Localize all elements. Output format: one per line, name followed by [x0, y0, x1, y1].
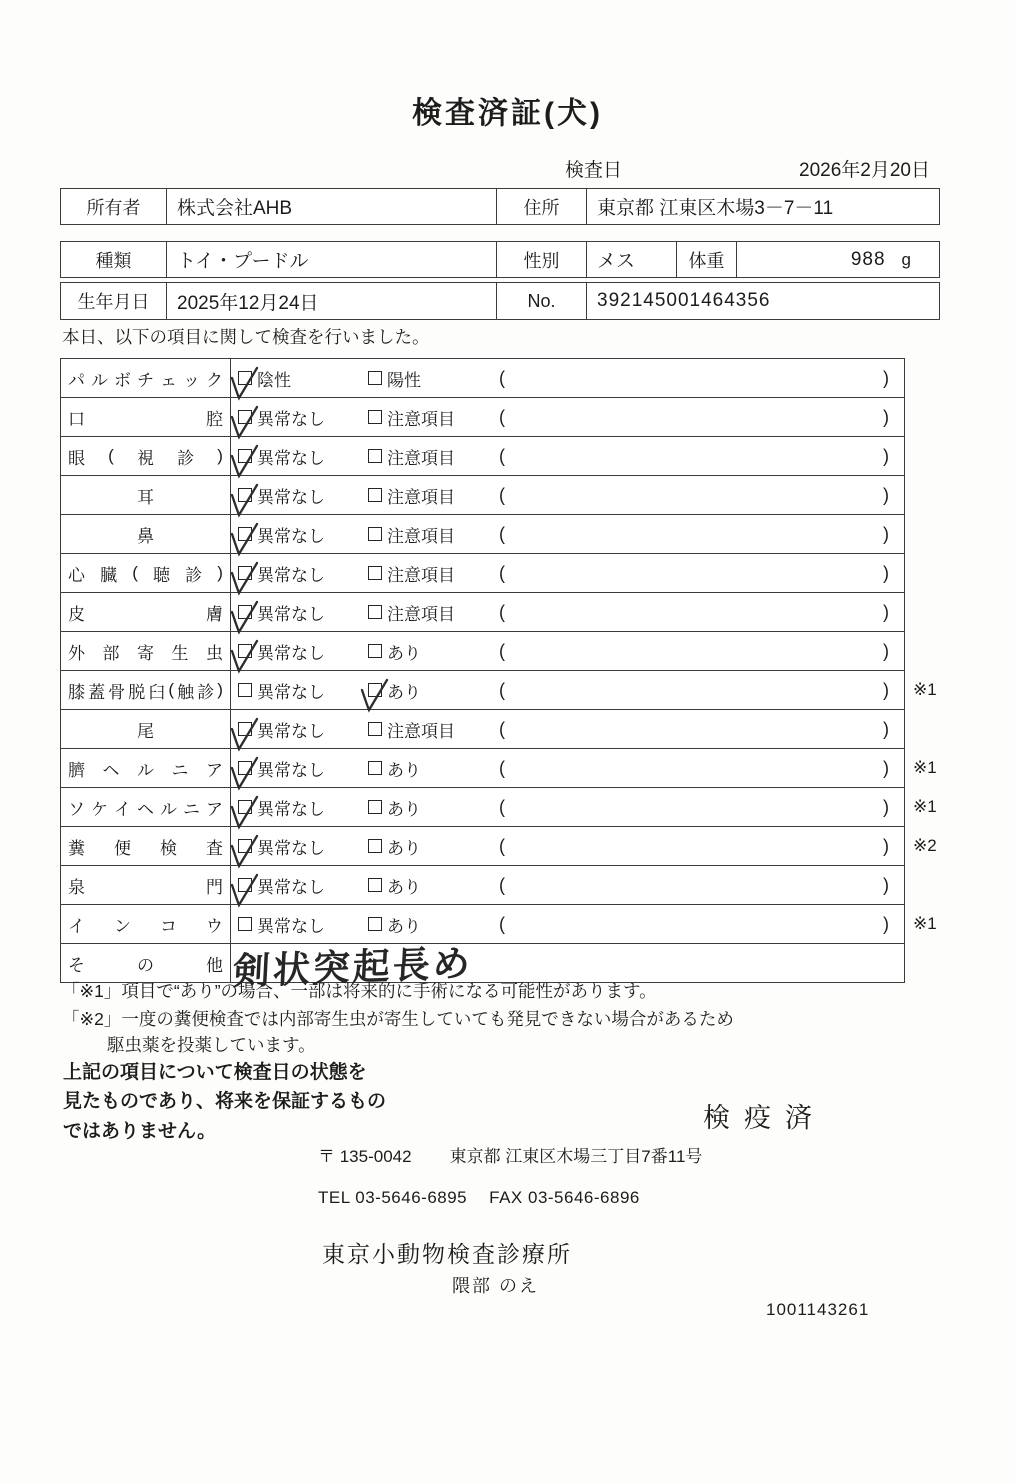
checkmark-icon	[229, 833, 259, 869]
blank-paren-open: (	[499, 367, 505, 388]
option-2	[368, 593, 455, 631]
item-name: 膝 蓋 骨 脱 臼 ( 触 診 )	[61, 671, 231, 709]
item-name: 臍 ヘ ル ニ ア	[61, 749, 231, 787]
owner-value: 株式会社AHB	[166, 189, 496, 224]
clinic-address: 東京都 江東区木場三丁目7番11号	[449, 1147, 703, 1166]
weight-value: 988	[850, 248, 886, 270]
weight-label: 体重	[676, 242, 736, 277]
item-name: 尾	[61, 710, 231, 748]
sex-label: 性別	[496, 242, 586, 277]
option-label: 異常なし	[257, 487, 325, 507]
option-label: 注意項目	[387, 409, 455, 429]
checkbox-icon	[368, 488, 382, 502]
blank-paren-close: )	[883, 757, 889, 778]
reference-mark: ※2	[913, 836, 937, 855]
checkbox-icon	[368, 371, 382, 385]
checkmark-icon	[229, 443, 259, 479]
blank-paren-open: (	[499, 484, 505, 505]
handwritten-note: 剣状突起長め	[231, 942, 474, 993]
document-title: 検査済証(犬)	[412, 97, 603, 130]
option-1	[238, 593, 325, 631]
address-label: 住所	[496, 189, 586, 224]
option-label: あり	[387, 877, 421, 897]
option-label: 注意項目	[387, 448, 455, 468]
disclaimer-line-1: 上記の項目について検査日の状態を	[63, 1062, 367, 1083]
item-name: 眼 ( 視 診 )	[61, 437, 231, 475]
option-label: 異常なし	[257, 643, 325, 663]
footnote-2-line-2: 駆虫薬を投薬しています。	[107, 1035, 316, 1055]
number-value: 392145001464356	[586, 283, 939, 319]
blank-paren-open: (	[499, 640, 505, 661]
option-label: あり	[387, 838, 421, 858]
option-1	[238, 632, 325, 670]
blank-paren-close: )	[883, 445, 889, 466]
weight-unit: g	[901, 249, 911, 269]
birthdate-value: 2025年12月24日	[166, 283, 496, 319]
checkbox-icon	[368, 644, 382, 658]
reference-mark: ※1	[913, 914, 937, 933]
clinic-fax: FAX 03-5646-6896	[489, 1188, 640, 1207]
item-options	[231, 788, 937, 826]
option-1	[238, 866, 325, 904]
option-label: 陽性	[387, 370, 421, 390]
checkmark-icon	[229, 755, 259, 791]
option-label: 異常なし	[257, 799, 325, 819]
item-name: 鼻	[61, 515, 231, 553]
item-options	[231, 515, 904, 553]
reference-mark: ※1	[913, 758, 937, 777]
option-1	[238, 437, 325, 475]
owner-table	[60, 188, 940, 225]
option-2	[368, 749, 421, 787]
option-label: あり	[387, 643, 421, 663]
option-label: あり	[387, 760, 421, 780]
option-1	[238, 905, 325, 943]
checkbox-icon	[368, 722, 382, 736]
inspection-row	[61, 710, 904, 749]
option-label: 注意項目	[387, 721, 455, 741]
owner-label: 所有者	[86, 197, 141, 218]
reference-mark: ※1	[913, 680, 937, 699]
option-1	[238, 749, 325, 787]
option-2	[368, 788, 421, 826]
blank-paren-close: )	[883, 601, 889, 622]
intro-statement: 本日、以下の項目に関して検査を行いました。	[62, 327, 430, 347]
checkbox-icon	[368, 917, 382, 931]
blank-paren-close: )	[883, 796, 889, 817]
blank-paren-close: )	[883, 913, 889, 934]
option-label: 注意項目	[387, 487, 455, 507]
weight-value-cell	[736, 242, 939, 277]
checkmark-icon	[229, 482, 259, 518]
blank-paren-close: )	[883, 718, 889, 739]
item-name: イ ン コ ウ	[61, 905, 231, 943]
option-2	[368, 671, 421, 709]
item-name: 心 臓 ( 聴 診 )	[61, 554, 231, 592]
checkbox-icon	[368, 566, 382, 580]
inspection-date-label: 検査日	[565, 160, 623, 181]
item-options	[231, 632, 904, 670]
examiner-name: 隈部 のえ	[452, 1276, 540, 1296]
option-1	[238, 476, 325, 514]
inspection-row	[61, 476, 904, 515]
pet-info-row-1	[60, 241, 940, 278]
checkmark-icon	[229, 521, 259, 557]
option-label: 注意項目	[387, 565, 455, 585]
item-name: 外 部 寄 生 虫	[61, 632, 231, 670]
blank-paren-open: (	[499, 757, 505, 778]
checkmark-icon	[229, 365, 259, 401]
checkbox-icon	[368, 839, 382, 853]
blank-paren-close: )	[883, 679, 889, 700]
option-label: 異常なし	[257, 565, 325, 585]
option-1	[238, 710, 325, 748]
option-label: あり	[387, 682, 421, 702]
inspection-row	[61, 398, 904, 437]
option-1	[238, 554, 325, 592]
blank-paren-open: (	[499, 718, 505, 739]
option-1	[238, 398, 325, 436]
disclaimer-line-3: ではありません。	[63, 1120, 217, 1142]
item-options	[231, 827, 937, 865]
address-value: 東京都 江東区木場3－7－11	[586, 189, 939, 224]
quarantine-stamp: 検疫済	[703, 1103, 826, 1133]
serial-number: 1001143261	[766, 1300, 870, 1319]
inspection-row	[61, 788, 937, 827]
option-2	[368, 710, 455, 748]
item-options	[231, 593, 904, 631]
item-name: 耳	[61, 476, 231, 514]
checkbox-icon	[368, 527, 382, 541]
checkbox-icon	[368, 605, 382, 619]
option-2	[368, 437, 455, 475]
clinic-address-line	[318, 1142, 702, 1167]
inspection-row	[61, 866, 904, 905]
item-name: 口 腔	[61, 398, 231, 436]
disclaimer	[63, 1058, 386, 1146]
option-2	[368, 632, 421, 670]
blank-paren-open: (	[499, 874, 505, 895]
disclaimer-line-2: 見たものであり、将来を保証するもの	[63, 1091, 387, 1113]
item-name: そ の 他	[61, 944, 231, 982]
inspection-row	[61, 359, 904, 398]
item-options	[231, 359, 904, 397]
checkmark-icon	[229, 716, 259, 752]
option-label: 異常なし	[257, 838, 325, 858]
blank-paren-open: (	[499, 796, 505, 817]
item-name: 皮 膚	[61, 593, 231, 631]
option-label: 異常なし	[257, 409, 325, 429]
item-name: パ ル ボ チ ェ ッ ク	[61, 359, 231, 397]
item-name: ソ ケ イ ヘ ル ニ ア	[61, 788, 231, 826]
item-options	[231, 554, 904, 592]
blank-paren-open: (	[499, 445, 505, 466]
blank-paren-close: )	[883, 562, 889, 583]
item-options	[231, 749, 937, 787]
checkmark-icon	[229, 560, 259, 596]
checkmark-icon	[229, 638, 259, 674]
inspection-row	[61, 437, 904, 476]
blank-paren-open: (	[499, 406, 505, 427]
blank-paren-open: (	[499, 562, 505, 583]
option-2	[368, 476, 455, 514]
inspection-row	[61, 593, 904, 632]
inspection-row	[61, 632, 904, 671]
item-options	[231, 671, 937, 709]
option-1	[238, 515, 325, 553]
inspection-date-value: 2026年2月20日	[799, 160, 930, 181]
option-label: あり	[387, 799, 421, 819]
inspection-row	[61, 905, 937, 944]
blank-paren-close: )	[883, 523, 889, 544]
blank-paren-open: (	[499, 601, 505, 622]
checkbox-icon	[238, 683, 252, 697]
option-1	[238, 359, 291, 397]
option-2	[368, 398, 455, 436]
option-2	[368, 554, 455, 592]
checkbox-icon	[368, 800, 382, 814]
item-options	[231, 866, 904, 904]
option-label: 異常なし	[257, 448, 325, 468]
pet-info-row-2	[60, 282, 940, 320]
clinic-phone-line	[318, 1188, 640, 1208]
footnote-1: 「※1」項目で“あり”の場合、一部は将来的に手術になる可能性があります。	[62, 981, 657, 1001]
pet-info-table	[60, 241, 940, 320]
option-label: 異常なし	[257, 760, 325, 780]
blank-paren-open: (	[499, 679, 505, 700]
item-options	[231, 398, 904, 436]
clinic-tel: TEL 03-5646-6895	[318, 1188, 468, 1207]
inspection-row	[61, 515, 904, 554]
checkmark-icon	[229, 404, 259, 440]
option-2	[368, 866, 421, 904]
breed-value: トイ・プードル	[166, 242, 496, 277]
option-label: 注意項目	[387, 604, 455, 624]
item-options	[231, 437, 904, 475]
option-1	[238, 827, 325, 865]
option-1	[238, 671, 325, 709]
option-label: 異常なし	[257, 916, 325, 936]
blank-paren-open: (	[499, 523, 505, 544]
sex-value: メス	[586, 242, 676, 277]
checkmark-icon	[229, 599, 259, 635]
checkbox-icon	[368, 410, 382, 424]
option-label: 異常なし	[257, 526, 325, 546]
checkbox-icon	[368, 449, 382, 463]
checkmark-icon	[229, 872, 259, 908]
checkmark-icon	[229, 794, 259, 830]
blank-paren-close: )	[883, 484, 889, 505]
option-label: あり	[387, 916, 421, 936]
checkbox-icon	[368, 761, 382, 775]
birthdate-label: 生年月日	[77, 292, 150, 312]
option-label: 異常なし	[257, 721, 325, 741]
clinic-name: 東京小動物検査診療所	[322, 1241, 572, 1267]
blank-paren-close: )	[883, 640, 889, 661]
option-label: 異常なし	[257, 682, 325, 702]
blank-paren-close: )	[883, 874, 889, 895]
checkbox-icon	[238, 917, 252, 931]
footnote-2-line-1: 「※2」一度の糞便検査では内部寄生虫が寄生していても発見できない場合があるため	[62, 1009, 734, 1029]
option-label: 異常なし	[257, 877, 325, 897]
item-name: 糞 便 検 査	[61, 827, 231, 865]
option-1	[238, 788, 325, 826]
blank-paren-open: (	[499, 913, 505, 934]
option-2	[368, 359, 421, 397]
inspection-row	[61, 554, 904, 593]
option-label: 陰性	[257, 370, 291, 390]
item-options	[231, 942, 904, 993]
checkbox-icon	[368, 878, 382, 892]
item-options	[231, 710, 904, 748]
item-options	[231, 476, 904, 514]
blank-paren-close: )	[883, 406, 889, 427]
reference-mark: ※1	[913, 797, 937, 816]
blank-paren-close: )	[883, 835, 889, 856]
inspection-row	[61, 827, 937, 866]
checkmark-icon	[359, 677, 389, 713]
number-label: No.	[496, 283, 586, 319]
blank-paren-close: )	[883, 367, 889, 388]
option-2	[368, 515, 455, 553]
option-label: 注意項目	[387, 526, 455, 546]
option-label: 異常なし	[257, 604, 325, 624]
item-name: 泉 門	[61, 866, 231, 904]
inspection-row	[61, 671, 937, 710]
inspection-row	[61, 749, 937, 788]
option-2	[368, 827, 421, 865]
breed-label: 種類	[95, 250, 132, 271]
blank-paren-open: (	[499, 835, 505, 856]
postal-code: 〒 135-0042	[318, 1147, 412, 1166]
